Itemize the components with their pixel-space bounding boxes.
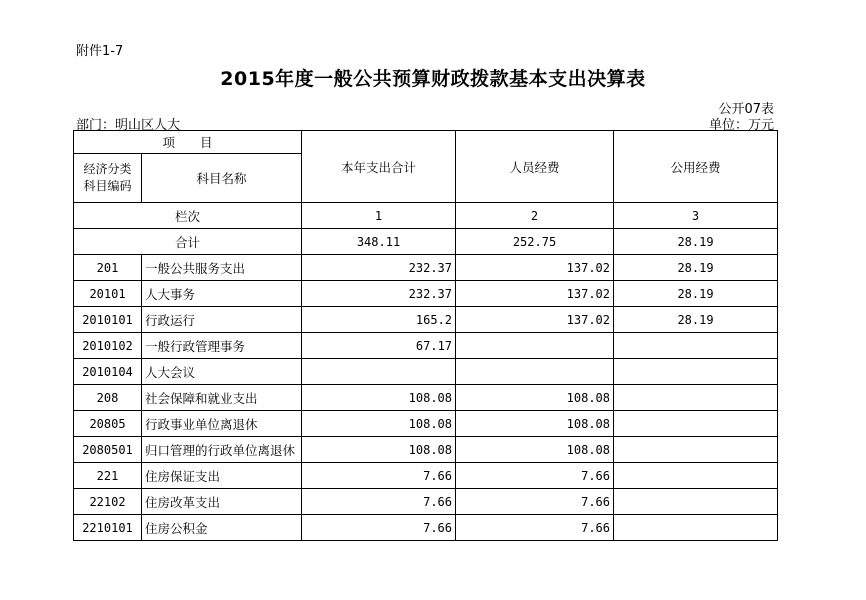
- row-total: 108.08: [302, 437, 456, 463]
- row-total: [302, 359, 456, 385]
- row-subject-name: 行政运行: [142, 307, 302, 333]
- row-total: 232.37: [302, 255, 456, 281]
- row-personnel: 137.02: [456, 281, 614, 307]
- row-personnel: [456, 359, 614, 385]
- row-code: 201: [74, 255, 142, 281]
- header-class-code-line1: 经济分类: [83, 162, 132, 176]
- row-subject-name: 归口管理的行政单位离退休: [142, 437, 302, 463]
- table-row: [74, 255, 778, 281]
- total-public: 28.19: [614, 229, 778, 255]
- total-sum: 348.11: [302, 229, 456, 255]
- row-code: 208: [74, 385, 142, 411]
- row-code: 20805: [74, 411, 142, 437]
- row-subject-name: 住房保证支出: [142, 463, 302, 489]
- expenditure-table: [73, 130, 778, 541]
- row-personnel: 137.02: [456, 255, 614, 281]
- row-personnel: 108.08: [456, 411, 614, 437]
- row-total: 232.37: [302, 281, 456, 307]
- table-row: [74, 411, 778, 437]
- row-code: 20101: [74, 281, 142, 307]
- row-public: 28.19: [614, 307, 778, 333]
- row-total: 108.08: [302, 385, 456, 411]
- row-code: 2010104: [74, 359, 142, 385]
- row-public: [614, 515, 778, 541]
- row-code: 2010102: [74, 333, 142, 359]
- unit-label: 单位：万元: [708, 118, 774, 133]
- header-item: 项 目: [74, 131, 302, 154]
- header-subject-name: 科目名称: [142, 154, 302, 203]
- row-public: [614, 385, 778, 411]
- row-subject-name: 一般行政管理事务: [142, 333, 302, 359]
- table-row: [74, 385, 778, 411]
- row-public: [614, 359, 778, 385]
- row-personnel: 137.02: [456, 307, 614, 333]
- row-code: 22102: [74, 489, 142, 515]
- form-code: 公开07表: [718, 102, 774, 117]
- table-row: [74, 281, 778, 307]
- row-personnel: 7.66: [456, 463, 614, 489]
- row-subject-name: 人大事务: [142, 281, 302, 307]
- col-index-3: 3: [614, 203, 778, 229]
- total-row: [74, 229, 778, 255]
- row-personnel: 7.66: [456, 515, 614, 541]
- row-total: 7.66: [302, 489, 456, 515]
- row-public: 28.19: [614, 255, 778, 281]
- row-personnel: 7.66: [456, 489, 614, 515]
- row-code: 2010101: [74, 307, 142, 333]
- row-subject-name: 住房改革支出: [142, 489, 302, 515]
- row-public: [614, 437, 778, 463]
- row-total: 108.08: [302, 411, 456, 437]
- header-personnel: 人员经费: [456, 131, 614, 203]
- total-personnel: 252.75: [456, 229, 614, 255]
- table-row: [74, 307, 778, 333]
- department-label: 部门：明山区人大: [76, 118, 181, 133]
- header-class-code-line2: 科目编码: [83, 179, 132, 193]
- table-row: [74, 463, 778, 489]
- table-row: [74, 333, 778, 359]
- page-title: 2015年度一般公共预算财政拨款基本支出决算表: [220, 68, 646, 90]
- col-index-2: 2: [456, 203, 614, 229]
- row-code: 2080501: [74, 437, 142, 463]
- row-public: [614, 489, 778, 515]
- header-public: 公用经费: [614, 131, 778, 203]
- row-public: [614, 411, 778, 437]
- row-public: 28.19: [614, 281, 778, 307]
- row-code: 221: [74, 463, 142, 489]
- row-subject-name: 行政事业单位离退休: [142, 411, 302, 437]
- row-personnel: 108.08: [456, 385, 614, 411]
- row-subject-name: 人大会议: [142, 359, 302, 385]
- row-personnel: [456, 333, 614, 359]
- row-public: [614, 463, 778, 489]
- row-total: 7.66: [302, 515, 456, 541]
- row-total: 7.66: [302, 463, 456, 489]
- row-total: 165.2: [302, 307, 456, 333]
- row-subject-name: 社会保障和就业支出: [142, 385, 302, 411]
- attachment-label: 附件1-7: [76, 44, 124, 59]
- header-row-1: [74, 131, 778, 154]
- row-public: [614, 333, 778, 359]
- row-personnel: 108.08: [456, 437, 614, 463]
- header-total: 本年支出合计: [302, 131, 456, 203]
- row-total: 67.17: [302, 333, 456, 359]
- col-index-label: 栏次: [74, 203, 302, 229]
- table-row: [74, 515, 778, 541]
- header-class-code: [74, 154, 142, 203]
- row-subject-name: 住房公积金: [142, 515, 302, 541]
- col-index-1: 1: [302, 203, 456, 229]
- table-row: [74, 489, 778, 515]
- total-label: 合计: [74, 229, 302, 255]
- table-row: [74, 437, 778, 463]
- row-subject-name: 一般公共服务支出: [142, 255, 302, 281]
- row-code: 2210101: [74, 515, 142, 541]
- column-index-row: [74, 203, 778, 229]
- table-row: [74, 359, 778, 385]
